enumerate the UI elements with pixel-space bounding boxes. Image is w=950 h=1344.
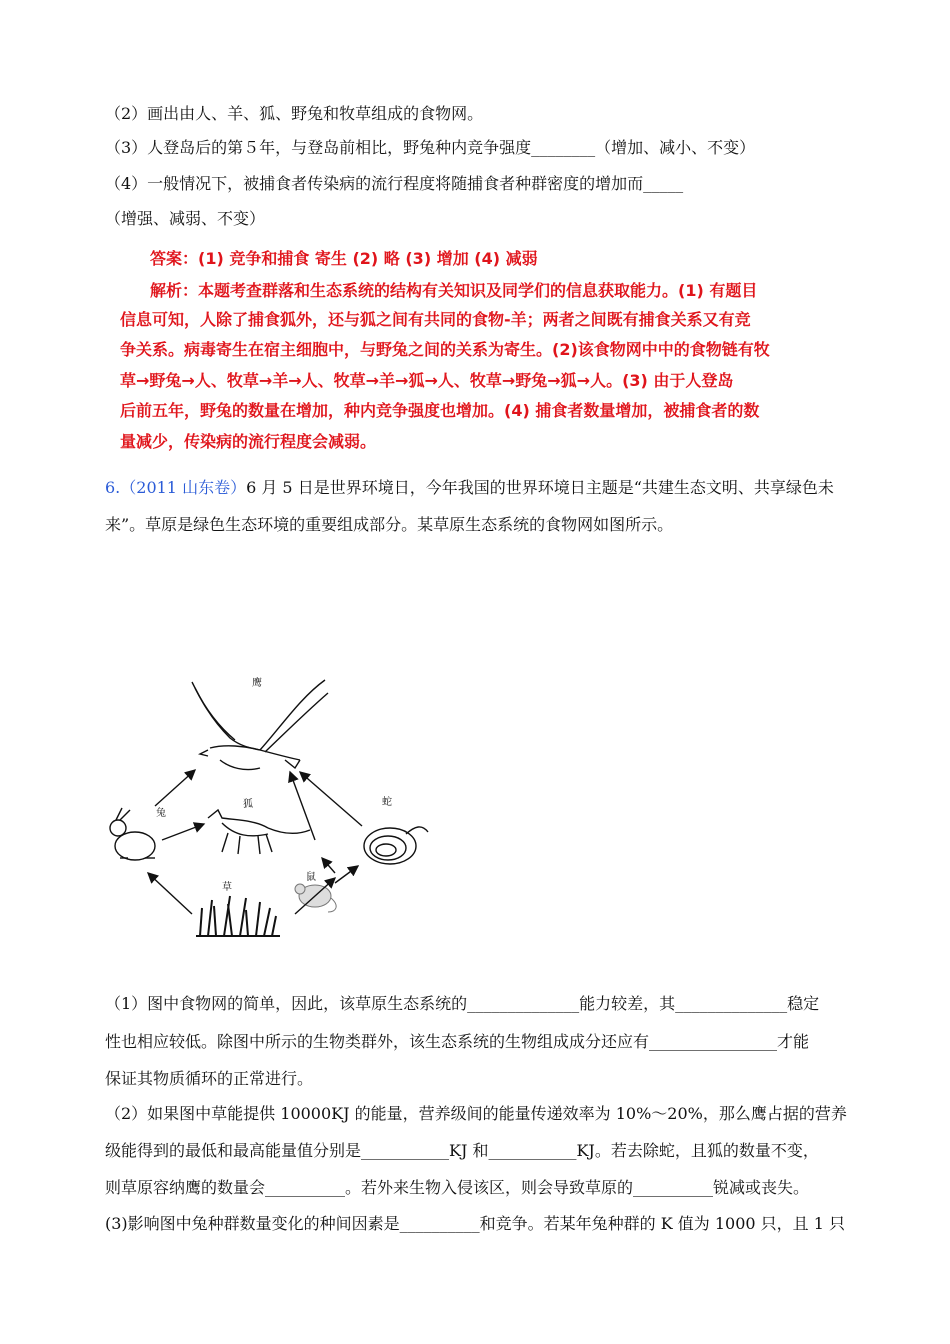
q6-sub1-cont: 性也相应较低。除图中所示的生物类群外，该生态系统的生物组成成分还应有________________才能 [105,1032,810,1051]
arrow-mouse-snake [335,866,358,883]
q5-part4-options: （增强、减弱、不变） [105,209,266,228]
grass-label: 草 [222,882,232,893]
q5-part4: （4）一般情况下，被捕食者传染病的流行程度将随捕食者种群密度的增加而_____ [105,174,684,193]
rabbit-illustration [110,808,155,860]
snake-label: 蛇 [382,797,392,808]
q6-sub2: （2）如果图中草能提供 10000KJ 的能量，营养级间的能量传递效率为 10%～20%，那么鹰占据的营养 [105,1104,847,1123]
fox-illustration [208,810,310,854]
arrow-grass-rabbit [148,873,192,914]
mouse-label: 鼠 [306,872,316,883]
q5-part3: （3）人登岛后的第５年，与登岛前相比，野兔种内竞争强度________（增加、减小、不变） [105,138,756,157]
q6-intro-cont: 来”。草原是绿色生态环境的重要组成部分。某草原生态系统的食物网如图所示。 [105,515,674,534]
analysis-line: 后前五年，野兔的数量在增加，种内竞争强度也增加。(4) 捕食者数量增加，被捕食者的数 [120,401,760,420]
q6-number: 6. [105,478,121,497]
answer-line: 答案：(1) 竞争和捕食 寄生 (2) 略 (3) 增加 (4) 减弱 [150,249,538,268]
eagle-illustration [192,680,328,770]
analysis-line: 解析：本题考查群落和生态系统的结构有关知识及同学们的信息获取能力。(1) 有题目 [150,281,758,300]
arrow-rabbit-eagle [155,770,195,806]
q6-intro-text: 6 月 5 日是世界环境日，今年我国的世界环境日主题是“共建生态文明、共享绿色未 [246,478,834,497]
q5-part2: （2）画出由人、羊、狐、野兔和牧草组成的食物网。 [105,104,484,123]
arrow-mouse-fox [322,858,335,873]
snake-illustration [364,827,428,864]
analysis-line: 争关系。病毒寄生在宿主细胞中，与野兔之间的关系为寄生。(2)该食物网中中的食物链有牧 [120,340,770,359]
q6-sub2-cont: 则草原容纳鹰的数量会__________。若外来生物入侵该区，则会导致草原的__________锐减或丧失。 [105,1178,810,1197]
q6-sub2-cont: 级能得到的最低和最高能量值分别是___________KJ 和___________KJ。若去除蛇，且狐的数量不变， [105,1141,819,1160]
eagle-label: 鹰 [252,678,262,689]
arrow-rabbit-fox [162,824,204,840]
q6-source: （2011 山东卷） [120,478,247,497]
q6-sub3: (3)影响图中兔种群数量变化的种间因素是__________和竞争。若某年兔种群的 K 值为 1000 只，且 1 只 [105,1214,846,1233]
analysis-line: 草→野兔→人、牧草→羊→人、牧草→羊→狐→人、牧草→野兔→狐→人。(3) 由于人登岛 [120,371,734,390]
rabbit-label: 兔 [156,808,166,819]
q6-intro [105,478,834,498]
arrow-snake-eagle [300,772,362,826]
q6-sub1: （1）图中食物网的简单，因此，该草原生态系统的______________能力较差，其______________稳定 [105,994,820,1013]
food-web-figure [100,668,440,943]
analysis-line: 信息可知，人除了捕食狐外，还与狐之间有共同的食物-羊；两者之间既有捕食关系又有竞 [120,310,751,329]
q6-sub1-cont: 保证其物质循环的正常进行。 [105,1069,314,1088]
food-web-diagram [100,668,440,943]
grass-illustration [196,896,280,936]
fox-label: 狐 [243,799,253,810]
analysis-line: 量减少，传染病的流行程度会减弱。 [120,432,377,451]
